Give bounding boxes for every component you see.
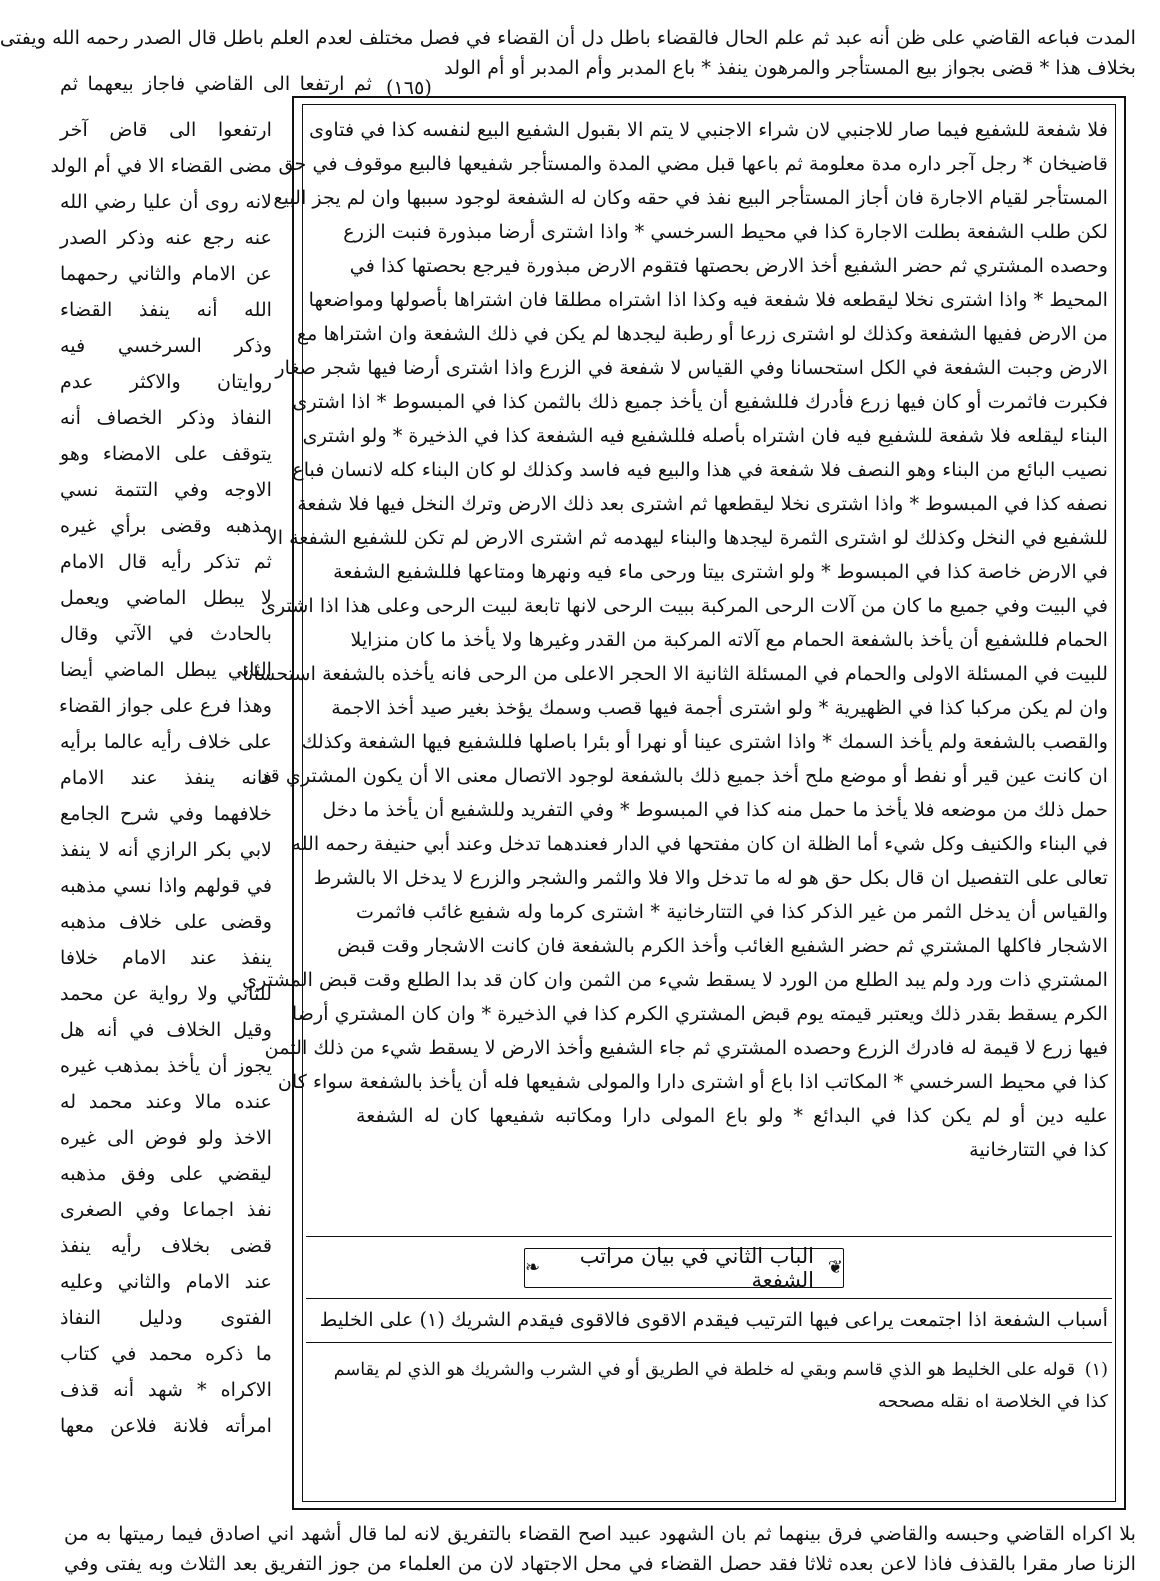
gloss-line: ثم تذكر رأيه قال الامام [60, 550, 272, 573]
chapter-heading-box [524, 1244, 844, 1292]
gloss-line: ليقضي على وفق مذهبه [60, 1162, 272, 1185]
gloss-line: يتوقف على الامضاء وهو [60, 442, 272, 465]
gloss-line: امرأته فلانة فلاعن معها [60, 1414, 272, 1437]
gloss-line: عنه رجع عنه وذكر الصدر [60, 226, 272, 249]
gloss-line: في قولهم واذا نسي مذهبه [60, 874, 272, 897]
main-text-line: وحصده المشتري ثم حضر الشفيع أخذ الارض بحصتها فتقوم الارض مبذورة فيرجع بحصتها كذا في [349, 254, 1108, 277]
main-text-line: البناء ليقلعه فلا شفعة للشفيع فيه فان اشتراه بأصله فللشفيع فيه الشفعة كذا في الذخيرة * ولو اشترى [302, 424, 1108, 447]
chapter-intro: أسباب الشفعة اذا اجتمعت يراعى فيها الترتيب فيقدم الاقوى فالاقوى فيقدم الشريك (١) على الخليط [319, 1308, 1108, 1331]
gloss-line: لابي بكر الرازي أنه لا ينفذ [60, 838, 272, 861]
footer-line-1: بلا اكراه القاضي وحبسه والقاضي فرق بينهما ثم بان الشهود عبيد اصح القضاء بالتفريق لانه لما قال أشهد اني اصادق فيما رميتها به من [64, 1522, 1136, 1545]
header-line-2-gloss: ثم ارتفعا الى القاضي فاجاز بيعهما ثم [60, 72, 372, 95]
gloss-line: مذهبه وقضى برأي غيره [60, 514, 272, 537]
gloss-line: وقضى على خلاف مذهبه [60, 910, 272, 933]
main-text-line: قاضيخان * رجل آجر داره مدة معلومة ثم باعها قبل مضي المدة والمستأجر شفيعها فالبيع موقوف في حق [278, 152, 1108, 175]
gloss-line: خلافهما وفي شرح الجامع [60, 802, 272, 825]
gloss-line: عن الامام والثاني رحمهما [60, 262, 272, 285]
main-text-line: لكن طلب الشفعة بطلت الاجارة كذا في محيط السرخسي * واذا اشترى أرضا مبذورة فنبت الزرع [343, 220, 1108, 243]
footnote-number: (١) [1084, 1360, 1108, 1380]
main-text-line: الارض وجبت الشفعة في الكل استحسانا وفي القياس لا شفعة في الزرع واذا اشترى أرضا فيها شجر صغار [275, 356, 1108, 379]
gloss-line: النفاذ وذكر الخصاف أنه [60, 406, 272, 429]
main-text-line: في البناء والكنيف وكل شيء أما الظلة ان كان مفتحها في الدار فعندهما تدخل وعند أبي حنيفة رحمه الله [291, 832, 1108, 855]
main-text-line: الاشجار فاكلها المشتري ثم حضر الشفيع الغائب وأخذ الكرم بالشفعة فان كانت الاشجار وقت قبض [337, 934, 1108, 957]
main-text-line: في الارض خاصة كذا في المبسوط * ولو اشترى بيتا ورحى ماء فيه ونهرها ومتاعها فللشفيع الشفعة [333, 560, 1108, 583]
gloss-line: روايتان والاكثر عدم [60, 370, 272, 393]
main-text-line: الكرم يسقط بقدر ذلك ويعتبر قيمته يوم قبض المشتري الكرم كذا في الذخيرة * وان كان المشتري أرضا [291, 1002, 1108, 1025]
gloss-line: الله أنه ينفذ القضاء [60, 298, 272, 321]
gloss-line: يجوز أن يأخذ بمذهب غيره [60, 1054, 272, 1077]
footer-line-2: الزنا صار مقرا بالقذف فاذا لاعن بعده ثلاثا فقد حصل القضاء في محل الاجتهاد لان من العلماء من جوز التفريق بعد الثلاث وبه يفتى وفي [64, 1552, 1136, 1575]
main-text-line: الحمام فللشفيع أن يأخذ بالشفعة الحمام مع آلاته المركبة من القدر وغيرها ولا يأخذ ما كان منزايلا [350, 628, 1108, 651]
main-text-line: من الارض ففيها الشفعة وكذلك لو اشترى زرعا أو رطبة ليجدها لم يكن في ذلك الشفعة وان اشتراها مع [296, 322, 1108, 345]
main-text-line: للبيت في المسئلة الاولى والحمام في المسئلة الثانية الا الحجر الاعلى من الرحى فانه يأخذه بالشفعة استحسانا [242, 662, 1108, 685]
main-text-line: تعالى على التفصيل ان قال بكل حق هو له ما تدخل والا فلا والثمر والشجر والزرع لا يدخل الا بالشرط [313, 866, 1108, 889]
main-text-line: المشتري ذات ورد ولم يبد الطلع من الورد لا يسقط شيء من الثمن وان كان قد بدا الطلع وقت قبض المشتري [242, 968, 1108, 991]
gloss-line: الاكراه * شهد أنه قذف [60, 1378, 272, 1401]
main-text-line: فكبرت فاثمرت أو كان فيها زرع فأدرك فللشفيع أن يأخذ جميع ذلك بالثمن كذا في المبسوط * اذا اشترى [292, 390, 1108, 413]
header-line-1: المدت فباعه القاضي على ظن أنه عبد ثم علم الحال فالقضاء باطل دل أن القضاء في فصل مختلف لعدم العلم باطل قال الصدر رحمه الله ويفتى [0, 26, 1136, 49]
gloss-line: ينفذ عند الامام خلافا [60, 946, 272, 969]
gloss-line: عنده مالا وعند محمد له [60, 1090, 272, 1113]
gloss-line: بالحادث في الآتي وقال [60, 622, 272, 645]
main-text-line: عليه دين أو لم يكن كذا في البدائع * ولو باع المولى دارا ومكاتبه شفيعها كان له الشفعة [356, 1104, 1108, 1127]
header-line-2-main: بخلاف هذا * قضى بجواز بيع المستأجر والمرهون ينفذ * باع المدبر وأم المدبر أو أم الولد [444, 56, 1136, 79]
main-text-line: ان كانت عين قير أو نفط أو موضع ملح أخذ جميع ذلك بالشفعة لوجود الاتصال معنى الا أن يكون المشتري قد [260, 764, 1108, 787]
main-text-line: وان لم يكن مركبا كذا في الظهيرية * ولو اشترى أجمة فيها قصب وسمك يؤخذ بغير صيد أخذ الاجمة [331, 696, 1108, 719]
gloss-line: قضى بخلاف رأيه ينفذ [60, 1234, 272, 1257]
main-text-line: المحيط * واذا اشترى نخلا ليقطعه فلا شفعة فيه وكذا اذا اشتراه مطلقا فان اشتراها بأصولها ومواضعها [308, 288, 1108, 311]
main-text-line: فيها زرع لا قيمة له فادرك الزرع وحصده المشتري ثم جاء الشفيع وأخذ الارض لا يسقط شيء من ذلك الثمن [264, 1036, 1108, 1059]
footnote-line-1 [333, 1360, 1108, 1380]
gloss-line: لانه روى أن عليا رضي الله [60, 190, 272, 213]
main-text-line: والقصب بالشفعة ولم يأخذ السمك * واذا اشترى عينا أو نهرا أو بئرا باصلها فللشفيع فيها الشفعة وكذلك [301, 730, 1108, 753]
main-text-line: كذا في التتارخانية [969, 1138, 1108, 1161]
gloss-line: نفذ اجماعا وفي الصغرى [60, 1198, 272, 1221]
main-text-line: نصفه كذا في المبسوط * واذا اشترى نخلا ليقطعها ثم اشترى بعد ذلك الارض وترك النخل فيها فلا شفعة [297, 492, 1108, 515]
gloss-line: عند الامام والثاني وعليه [60, 1270, 272, 1293]
main-text-line: كذا في محيط السرخسي * المكاتب اذا باع أو اشترى دارا والمولى شفيعها فله أن يأخذ بالشفعة سواء كان [277, 1070, 1108, 1093]
footnote-text: قوله على الخليط هو الذي قاسم وبقي له خلطة في الطريق أو في الشرب والشريك هو الذي لم يقاسم [333, 1360, 1076, 1380]
section-divider [306, 1236, 1112, 1237]
main-text-line: نصيب البائع من البناء وهو النصف فلا شفعة في هذا والبيع فيه فاسد وكذلك لو كان البناء كله لانسان فباع [292, 458, 1108, 481]
ornament-icon: ❧ [525, 1257, 541, 1278]
main-text-line: حمل ذلك من موضعه فلا يأخذ ما حمل منه كذا في المبسوط * وفي التفريد وللشفيع أن يأخذ ما دخل [322, 798, 1108, 821]
gloss-line: لا يبطل الماضي ويعمل [60, 586, 272, 609]
gloss-line: ما ذكره محمد في كتاب [60, 1342, 272, 1365]
gloss-line: الاوجه وفي التتمة نسي [60, 478, 272, 501]
footnote-divider [306, 1342, 1112, 1343]
gloss-line: الثاني يبطل الماضي أيضا [60, 658, 272, 681]
gloss-line: مضى القضاء الا في أم الولد [50, 154, 272, 177]
gloss-line: وهذا فرع على جواز القضاء [59, 694, 272, 717]
footnote-line-2: كذا في الخلاصة اه نقله مصححه [878, 1392, 1108, 1412]
main-text-line: المستأجر لقيام الاجارة فان أجاز المستأجر البيع نفذ في حقه وكان له الشفعة لوجود سببها وان لم يجز البيع [273, 186, 1108, 209]
page-number: (١٦٥) [386, 76, 432, 99]
gloss-line: فانه ينفذ عند الامام [60, 766, 272, 789]
chapter-title: الباب الثاني في بيان مراتب الشفعة [579, 1244, 814, 1292]
main-text-line: والقياس أن يدخل الثمر من غير الذكر كذا في التتارخانية * اشترى كرما وله شفيع غائب فاثمرت [356, 900, 1108, 923]
gloss-line: على خلاف رأيه عالما برأيه [60, 730, 272, 753]
gloss-line: الفتوى ودليل النفاذ [60, 1306, 272, 1329]
gloss-line: للثاني ولا رواية عن محمد [60, 982, 272, 1005]
main-text-line: فلا شفعة للشفيع فيما صار للاجنبي لان شراء الاجنبي لا يتم الا بقبول الشفيع البيع لنفسه كذا في فتاوى [309, 118, 1108, 141]
ornament-icon: ❦ [827, 1257, 843, 1278]
gloss-line: الاخذ ولو فوض الى غيره [60, 1126, 272, 1149]
gloss-line: وقيل الخلاف في أنه هل [60, 1018, 272, 1041]
section-divider [306, 1298, 1112, 1299]
main-text-line: للشفيع في النخل وكذلك لو اشترى الثمرة ليجدها والبناء ليهدمه ثم اشترى الارض لم تكن للشفيع الشفعة الا [266, 526, 1108, 549]
gloss-line: ارتفعوا الى قاض آخر [60, 118, 272, 141]
gloss-line: وذكر السرخسي فيه [60, 334, 272, 357]
main-text-line: في البيت وفي جميع ما كان من آلات الرحى المركبة ببيت الرحى لانها تابعة لبيت الرحى وعلى هذا اذا اشترى [260, 594, 1108, 617]
